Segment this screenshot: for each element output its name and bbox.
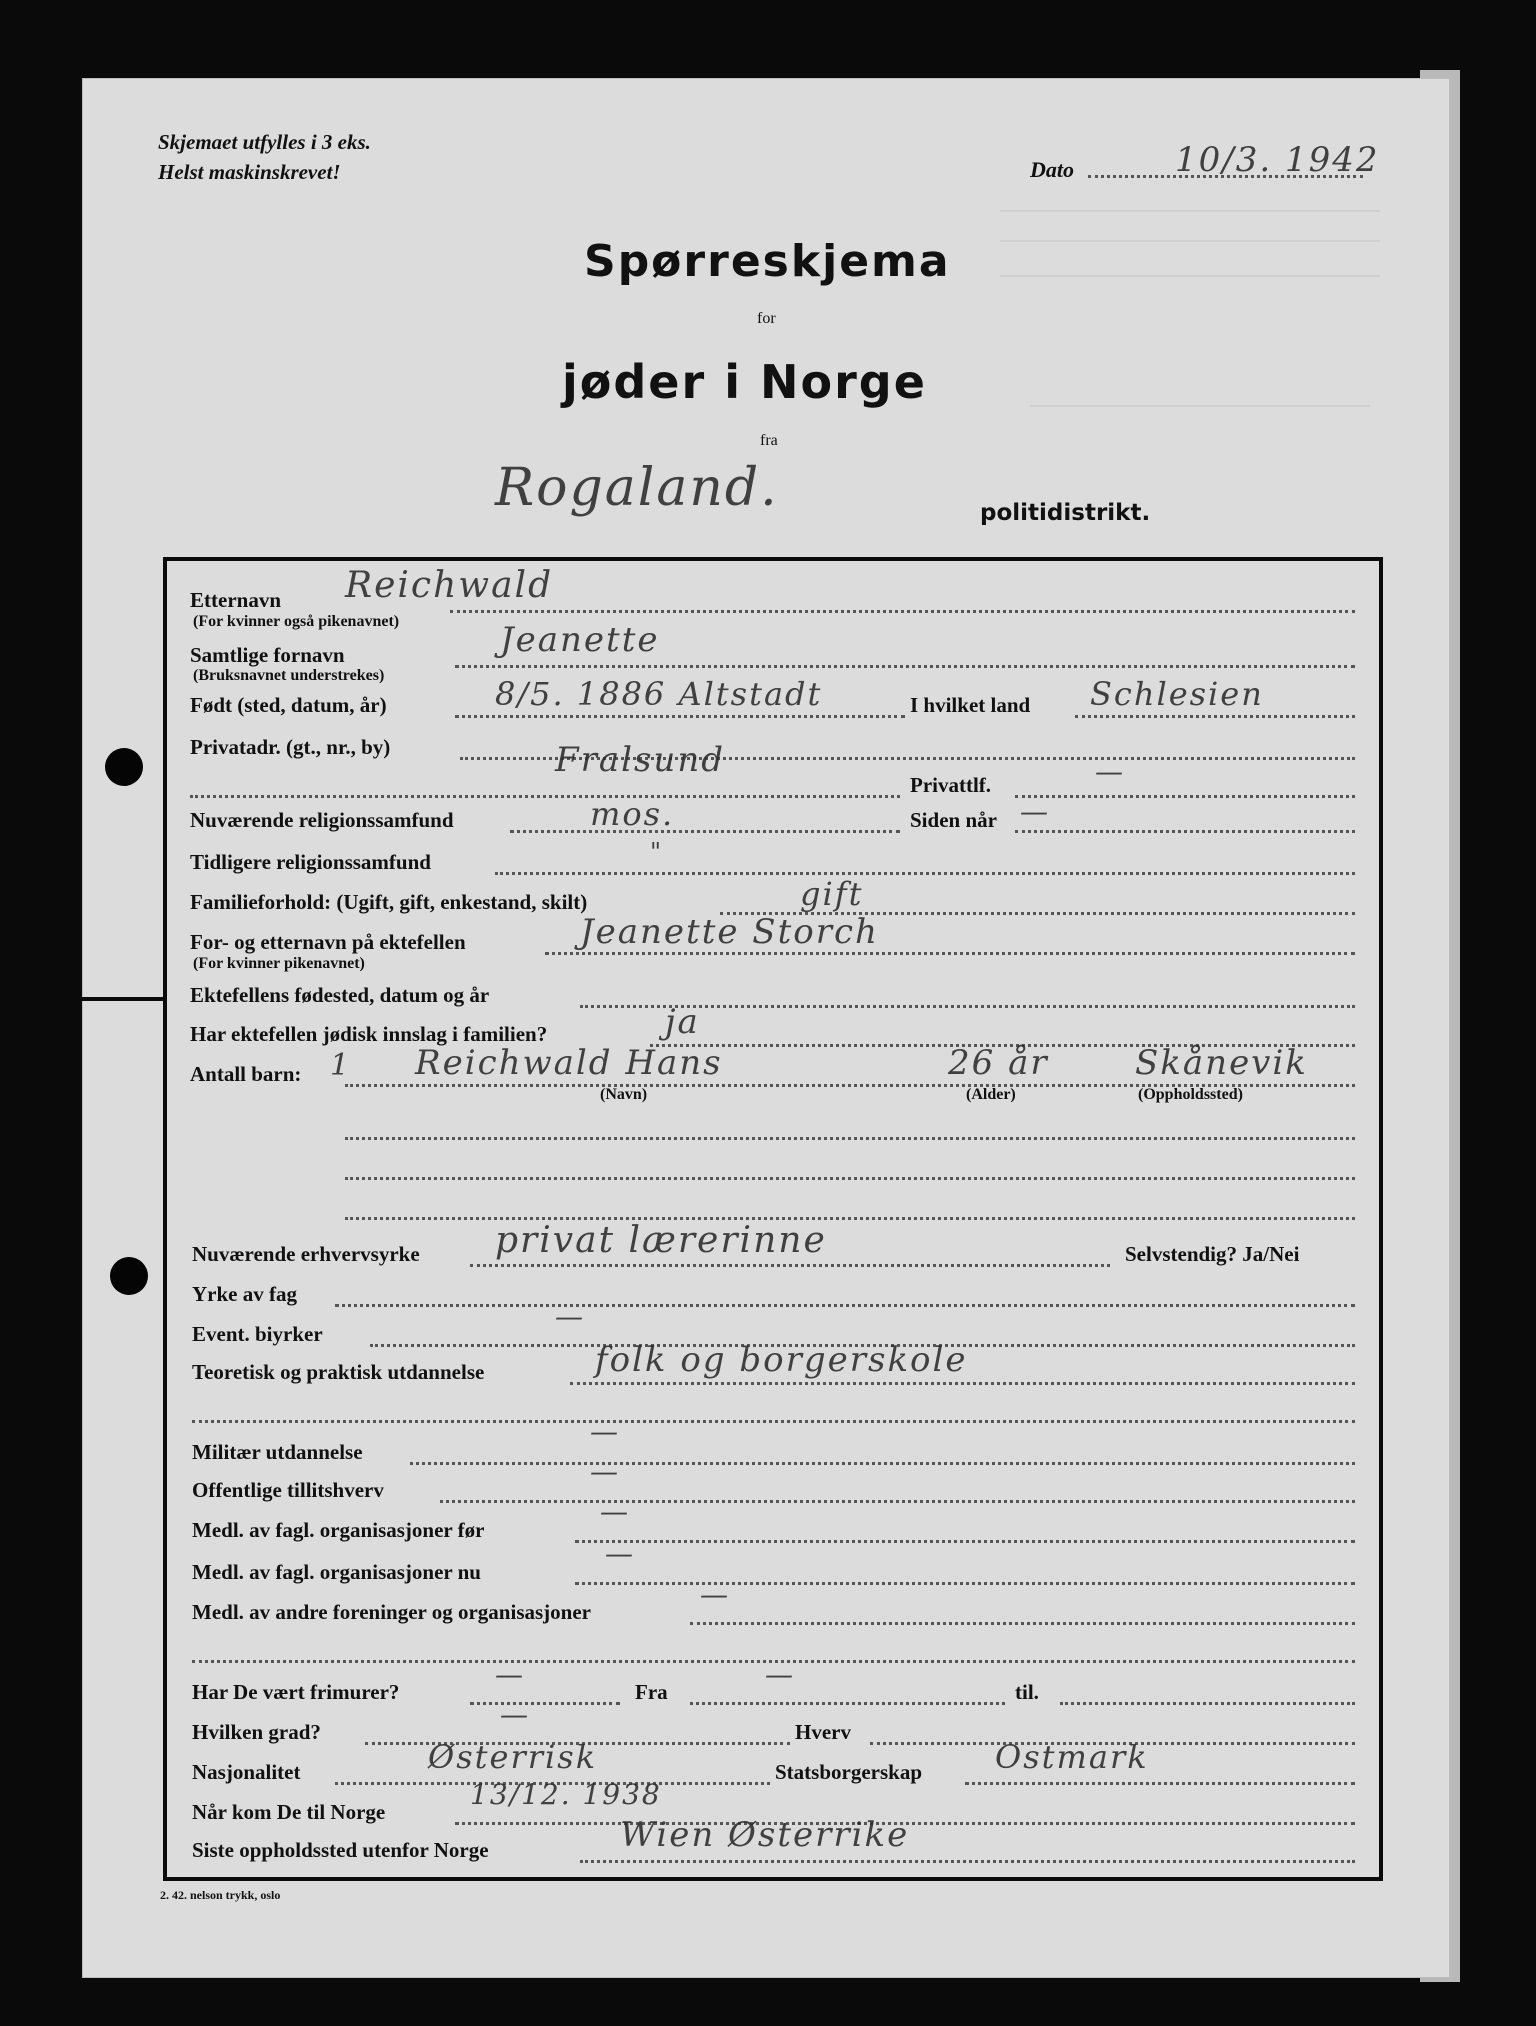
sub-ektefelle: (For kvinner pikenavnet) <box>193 955 365 972</box>
bleed-through <box>1000 210 1380 212</box>
label-fodt: Født (sted, datum, år) <box>190 693 387 717</box>
label-barn: Antall barn: <box>190 1062 302 1086</box>
line-religion-tidl <box>495 872 1355 875</box>
instruction-line-1: Skjemaet utfylles i 3 eks. <box>158 130 371 154</box>
date-value: 10/3. 1942 <box>1175 140 1380 180</box>
label-til: til. <box>1015 1680 1039 1704</box>
label-ektefelle-jodisk: Har ektefellen jødisk innslag i familien? <box>190 1022 548 1046</box>
label-siste-opphold: Siste oppholdssted utenfor Norge <box>192 1838 489 1862</box>
value-fodt: 8/5. 1886 Altstadt <box>495 675 823 713</box>
label-selvstendig: Selvstendig? Ja/Nei <box>1125 1242 1300 1266</box>
label-andre-org: Medl. av andre foreninger og organisasjoner <box>192 1600 591 1624</box>
label-kom-norge: Når kom De til Norge <box>192 1800 386 1824</box>
instruction-line-2: Helst maskinskrevet! <box>158 160 341 184</box>
printer-imprint: 2. 42. nelson trykk, oslo <box>160 1888 281 1902</box>
punch-hole <box>105 748 143 786</box>
value-tillit: — <box>590 1455 620 1488</box>
title-fra: fra <box>760 432 778 449</box>
district-label: politidistrikt. <box>980 500 1151 526</box>
bleed-through <box>1000 275 1380 277</box>
label-privattlf: Privattlf. <box>910 773 992 797</box>
value-utdannelse: folk og borgerskole <box>595 1340 968 1380</box>
value-org-nu: — <box>605 1537 635 1570</box>
line-fornavn <box>455 665 1355 668</box>
label-land: I hvilket land <box>910 693 1031 717</box>
line-utdannelse <box>570 1382 1355 1385</box>
label-ektefelle: For- og etternavn på ektefellen <box>190 930 466 954</box>
line-org-for <box>575 1540 1355 1543</box>
value-siden-naar: — <box>1020 795 1050 828</box>
value-org-for: — <box>600 1495 630 1528</box>
label-grad: Hvilken grad? <box>192 1720 321 1744</box>
label-ektefelle-fodested: Ektefellens fødested, datum og år <box>190 983 490 1007</box>
label-biyrker: Event. biyrker <box>192 1322 323 1346</box>
line-barn-2 <box>345 1137 1355 1140</box>
bleed-through <box>1000 240 1380 242</box>
value-kom-norge: 13/12. 1938 <box>470 1778 662 1811</box>
sub-fornavn: (Bruksnavnet understrekes) <box>193 667 385 684</box>
line-fra <box>690 1702 1005 1705</box>
value-barn-antall: 1 <box>330 1048 352 1083</box>
label-tillit: Offentlige tillitshverv <box>192 1478 384 1502</box>
value-ektefelle: Jeanette Storch <box>580 912 879 952</box>
label-fornavn: Samtlige fornavn <box>190 643 345 667</box>
label-religion-naa: Nuværende religionssamfund <box>190 808 454 832</box>
label-statsborgerskap: Statsborgerskap <box>775 1760 923 1784</box>
bleed-through <box>1030 405 1370 407</box>
col-sted: (Oppholdssted) <box>1138 1086 1243 1103</box>
label-siden-naar: Siden når <box>910 808 997 832</box>
box-notch <box>82 997 166 1001</box>
value-biyrker: — <box>555 1300 585 1333</box>
value-privatadr: Fralsund <box>555 740 725 780</box>
line-frimurer <box>470 1702 620 1705</box>
label-militaer: Militær utdannelse <box>192 1440 363 1464</box>
line-andre-org <box>690 1622 1355 1625</box>
line-siste-opphold <box>580 1860 1355 1863</box>
value-frimurer: — <box>495 1658 525 1691</box>
punch-hole <box>110 1257 148 1295</box>
value-grad: — <box>500 1698 530 1731</box>
line-utdannelse-2 <box>192 1420 1355 1423</box>
line-statsborgerskap <box>965 1782 1355 1785</box>
value-religion-tidl: " <box>650 838 664 866</box>
value-barn-sted: Skånevik <box>1135 1043 1308 1083</box>
line-fodt <box>455 715 905 718</box>
label-nasjonalitet: Nasjonalitet <box>192 1760 301 1784</box>
form-subtitle: jøder i Norge <box>562 355 927 409</box>
col-alder: (Alder) <box>966 1086 1016 1103</box>
line-til <box>1060 1702 1355 1705</box>
line-tillit <box>440 1500 1355 1503</box>
line-etternavn <box>450 610 1355 613</box>
label-org-nu: Medl. av fagl. organisasjoner nu <box>192 1560 481 1584</box>
line-land <box>1075 715 1355 718</box>
value-fornavn: Jeanette <box>500 620 660 660</box>
line-religion-naa <box>510 830 900 833</box>
line-erhverv <box>470 1264 1110 1267</box>
value-erhverv: privat lærerinne <box>495 1220 827 1261</box>
line-siden-naar <box>1015 830 1355 833</box>
value-fra: — <box>765 1658 795 1691</box>
value-etternavn: Reichwald <box>345 565 554 606</box>
label-frimurer: Har De vært frimurer? <box>192 1680 400 1704</box>
line-barn-3 <box>345 1177 1355 1180</box>
label-religion-tidl: Tidligere religionssamfund <box>190 850 431 874</box>
col-navn: (Navn) <box>600 1086 648 1103</box>
form-title: Spørreskjema <box>584 236 951 287</box>
label-erhverv: Nuværende erhvervsyrke <box>192 1242 420 1266</box>
value-privattlf: — <box>1095 755 1125 788</box>
label-fra: Fra <box>635 1680 668 1704</box>
value-nasjonalitet: Østerrisk <box>428 1738 598 1776</box>
sub-etternavn: (For kvinner også pikenavnet) <box>193 613 400 630</box>
label-familie: Familieforhold: (Ugift, gift, enkestand, skilt) <box>190 890 588 914</box>
value-militaer: — <box>590 1415 620 1448</box>
value-barn-alder: 26 år <box>948 1043 1049 1083</box>
date-label: Dato <box>1030 157 1074 182</box>
district-value: Rogaland. <box>495 458 779 518</box>
line-privattlf <box>1015 795 1355 798</box>
value-ektefelle-jodisk: ja <box>665 1002 700 1042</box>
label-org-for: Medl. av fagl. organisasjoner før <box>192 1518 485 1542</box>
label-hverv: Hverv <box>795 1720 851 1744</box>
label-utdannelse: Teoretisk og praktisk utdannelse <box>192 1360 485 1384</box>
label-privatadr: Privatadr. (gt., nr., by) <box>190 735 391 759</box>
value-familie: gift <box>800 875 864 913</box>
value-barn-navn: Reichwald Hans <box>415 1043 723 1083</box>
line-ektefelle <box>545 952 1355 955</box>
line-org-nu <box>575 1582 1355 1585</box>
value-land: Schlesien <box>1090 675 1264 713</box>
value-statsborgerskap: Ostmark <box>995 1738 1149 1776</box>
value-siste-opphold: Wien Østerrike <box>620 1815 910 1855</box>
line-militaer <box>410 1462 1355 1465</box>
label-etternavn: Etternavn <box>190 588 281 612</box>
title-for: for <box>757 310 776 327</box>
line-yrke <box>335 1304 1355 1307</box>
line-privatadr-2 <box>190 795 900 798</box>
label-yrke: Yrke av fag <box>192 1282 297 1306</box>
value-religion-naa: mos. <box>590 795 675 833</box>
value-andre-org: — <box>700 1578 730 1611</box>
